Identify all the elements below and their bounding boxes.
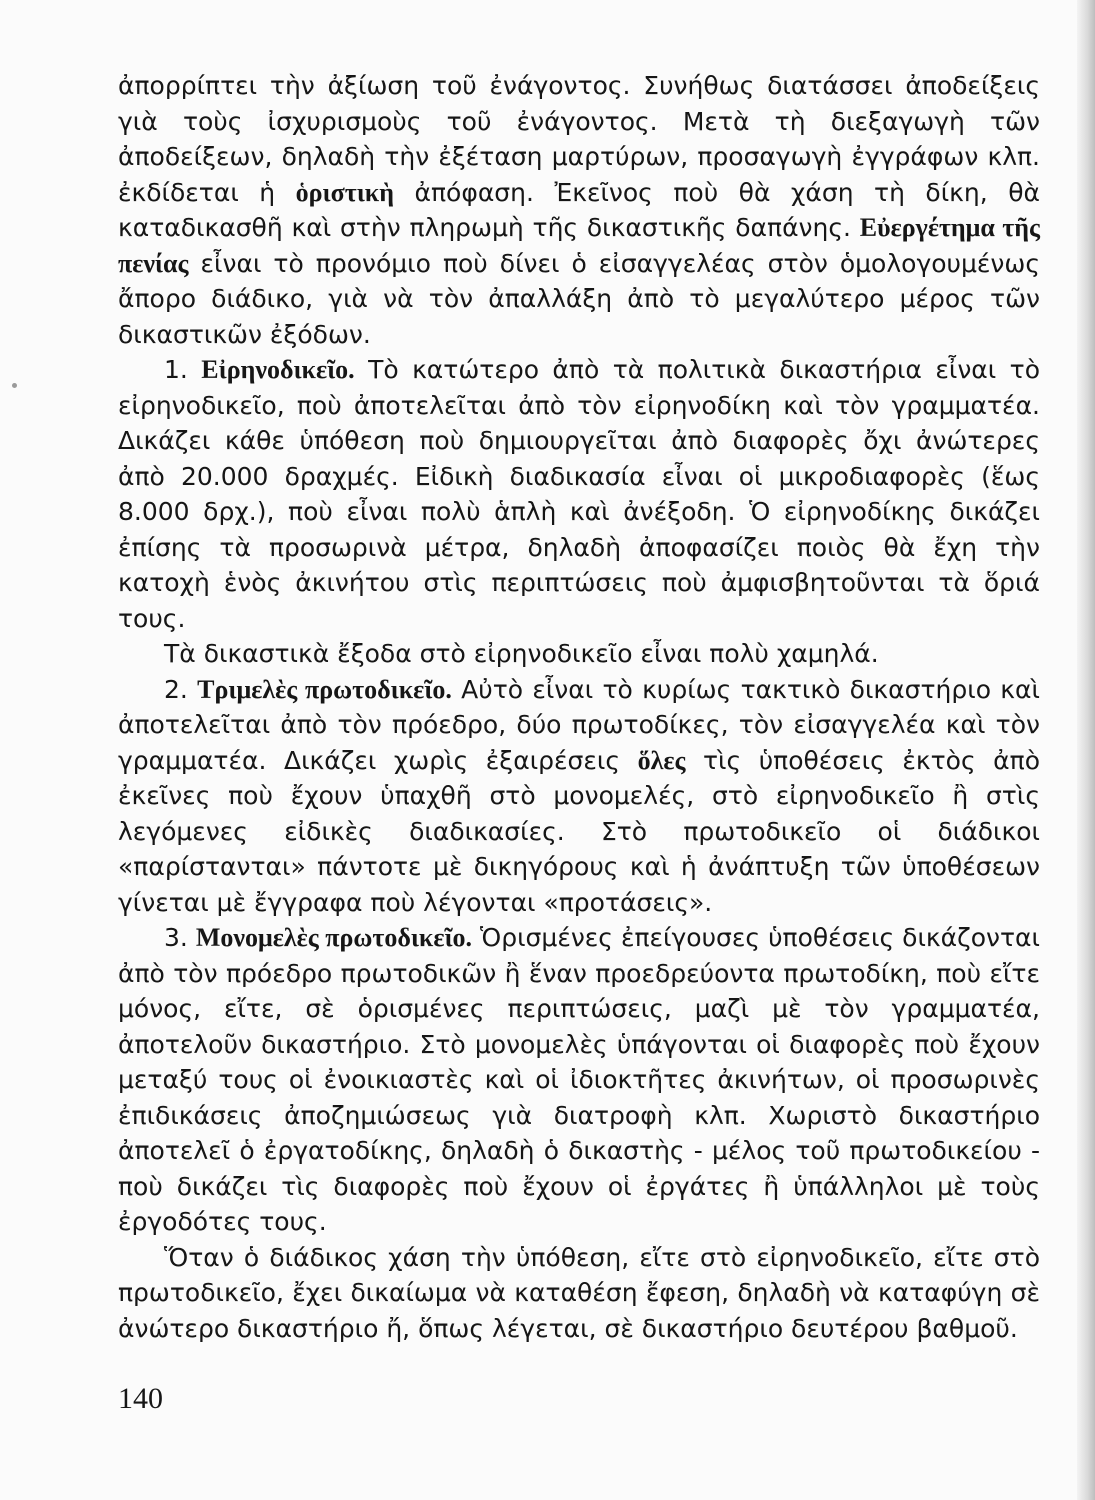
section-2-text-2: τὶς ὑποθέσεις ἐκτὸς ἀπὸ ἐκεῖνες ποὺ ἔχουν ὑπαχθῆ στὸ μονομελές, στὸ εἰρηνοδικεῖο ἢ στὶς λεγόμενες εἰδικὲς διαδικασίες. Στὸ πρωτοδικεῖο οἱ διάδικοι «παρίστανται» πάντοτε μὲ δικηγόρους καὶ ἡ ἀνάπτυξη τῶν ὑποθέσεων γίνεται μὲ ἔγγραφα ποὺ λέγονται «προτάσεις». [118,745,1040,917]
section-1-number: 1. [164,355,188,384]
intro-text-3: εἶναι τὸ προνόμιο ποὺ δίνει ὁ εἰσαγγελέας στὸν ὁμολογουμένως ἄπορο διάδικο, γιὰ νὰ τὸν ἀπαλλάξη ἀπὸ τὸ μεγαλύτερο μέρος τῶν δικαστικῶν ἐξόδων. [118,248,1040,349]
intro-text-1: ἀπορρίπτει τὴν ἀξίωση τοῦ ἐνάγοντος. Συνήθως διατάσσει ἀποδείξεις γιὰ τοὺς ἰσχυρισμοὺς τοῦ ἐνάγοντος. Μετὰ τὴ διεξαγωγὴ τῶν ἀποδείξεων, δηλαδὴ τὴν ἐξέταση μαρτύρων, προσαγωγὴ ἐγγράφων κλπ. ἐκδίδεται ἡ [118,71,1040,207]
section-2-text: Αὐτὸ εἶναι τὸ κυρίως τακτικὸ δικαστήριο καὶ ἀποτελεῖται ἀπὸ τὸν πρόεδρο, δύο πρωτοδίκες, τὸν εἰσαγγελέα καὶ τὸν γραμματέα. Δικάζει χωρὶς ἐξαιρέσεις [118,674,1040,775]
page-gutter-shadow [1077,0,1095,1500]
section-3-number: 3. [164,923,188,952]
section-3-paragraph [118,920,1040,1240]
section-1-text: Τὸ κατώτερο ἀπὸ τὰ πολιτικὰ δικαστήρια εἶναι τὸ εἰρηνοδικεῖο, ποὺ ἀποτελεῖται ἀπὸ τὸν εἰρηνοδίκη καὶ τὸν γραμματέα. Δικάζει κάθε ὑπόθεση ποὺ δημιουργεῖται ἀπὸ διαφορὲς ὄχι ἀνώτερες ἀπὸ 20.000 δραχμές. Εἰδικὴ διαδικασία εἶναι οἱ μικροδιαφορὲς (ἕως 8.000 δρχ.), ποὺ εἶναι πολὺ ἁπλὴ καὶ ἀνέξοδη. Ὁ εἰρηνοδίκης δικάζει ἐπίσης τὰ προσωρινὰ μέτρα, δηλαδὴ ἀποφασίζει ποιὸς θὰ ἔχη τὴν κατοχὴ ἑνὸς ἀκινήτου στὶς περιπτώσεις ποὺ ἀμφισβητοῦνται τὰ ὅριά τους. [118,355,1040,633]
page-number: 140 [118,1382,163,1415]
intro-paragraph [118,68,1040,352]
section-1-heading: Εἰρηνοδικεῖο. [201,355,355,384]
body-text [118,68,1040,1346]
section-2-paragraph [118,672,1040,921]
term-oristiki: ὁριστικὴ [295,177,395,207]
section-2-number: 2. [164,674,188,704]
margin-speck [12,383,17,388]
section-3-heading: Μονομελὲς πρωτοδικεῖο. [195,923,473,952]
section-1-followup: Τὰ δικαστικὰ ἔξοδα στὸ εἰρηνοδικεῖο εἶναι πολὺ χαμηλά. [164,639,879,668]
term-euergetima-penias: Εὐεργέτημα τῆς πενίας [118,213,1040,278]
section-2-heading: Τριμελὲς πρωτοδικεῖο. [197,674,452,704]
section-2-emphasis: ὅλες [637,745,686,775]
closing-paragraph: Ὅταν ὁ διάδικος χάση τὴν ὑπόθεση, εἴτε στὸ εἰρηνοδικεῖο, εἴτε στὸ πρωτοδικεῖο, ἔχει δικαίωμα νὰ καταθέση ἔφεση, δηλαδὴ νὰ καταφύγη σὲ ἀνώτερο δικαστήριο ἤ, ὅπως λέγεται, σὲ δικαστήριο δευτέρου βαθμοῦ. [118,1242,1040,1343]
intro-text-2: ἀπόφαση. Ἐκεῖνος ποὺ θὰ χάση τὴ δίκη, θὰ καταδικασθῆ καὶ στὴν πληρωμὴ τῆς δικαστικῆς δαπάνης. [118,177,1040,242]
section-3-text: Ὁρισμένες ἐπείγουσες ὑποθέσεις δικάζονται ἀπὸ τὸν πρόεδρο πρωτοδικῶν ἢ ἕναν προεδρεύοντα πρωτοδίκη, ποὺ εἴτε μόνος, εἴτε, σὲ ὁρισμένες περιπτώσεις, μαζὶ μὲ τὸν γραμματέα, ἀποτελοῦν δικαστήριο. Στὸ μονομελὲς ὑπάγονται οἱ διαφορὲς ποὺ ἔχουν μεταξύ τους οἱ ἐνοικιαστὲς καὶ οἱ ἰδιοκτῆτες ἀκινήτων, οἱ προσωρινὲς ἐπιδικάσεις ἀποζημιώσεως γιὰ διατροφὴ κλπ. Χωριστὸ δικαστήριο ἀποτελεῖ ὁ ἐργατοδίκης, δηλαδὴ ὁ δικαστὴς - μέλος τοῦ πρωτοδικείου - ποὺ δικάζει τὶς διαφορὲς ποὺ ἔχουν οἱ ἐργάτες ἢ ὑπάλληλοι μὲ τοὺς ἐργοδότες τους. [118,923,1040,1236]
section-1-paragraph [118,352,1040,636]
